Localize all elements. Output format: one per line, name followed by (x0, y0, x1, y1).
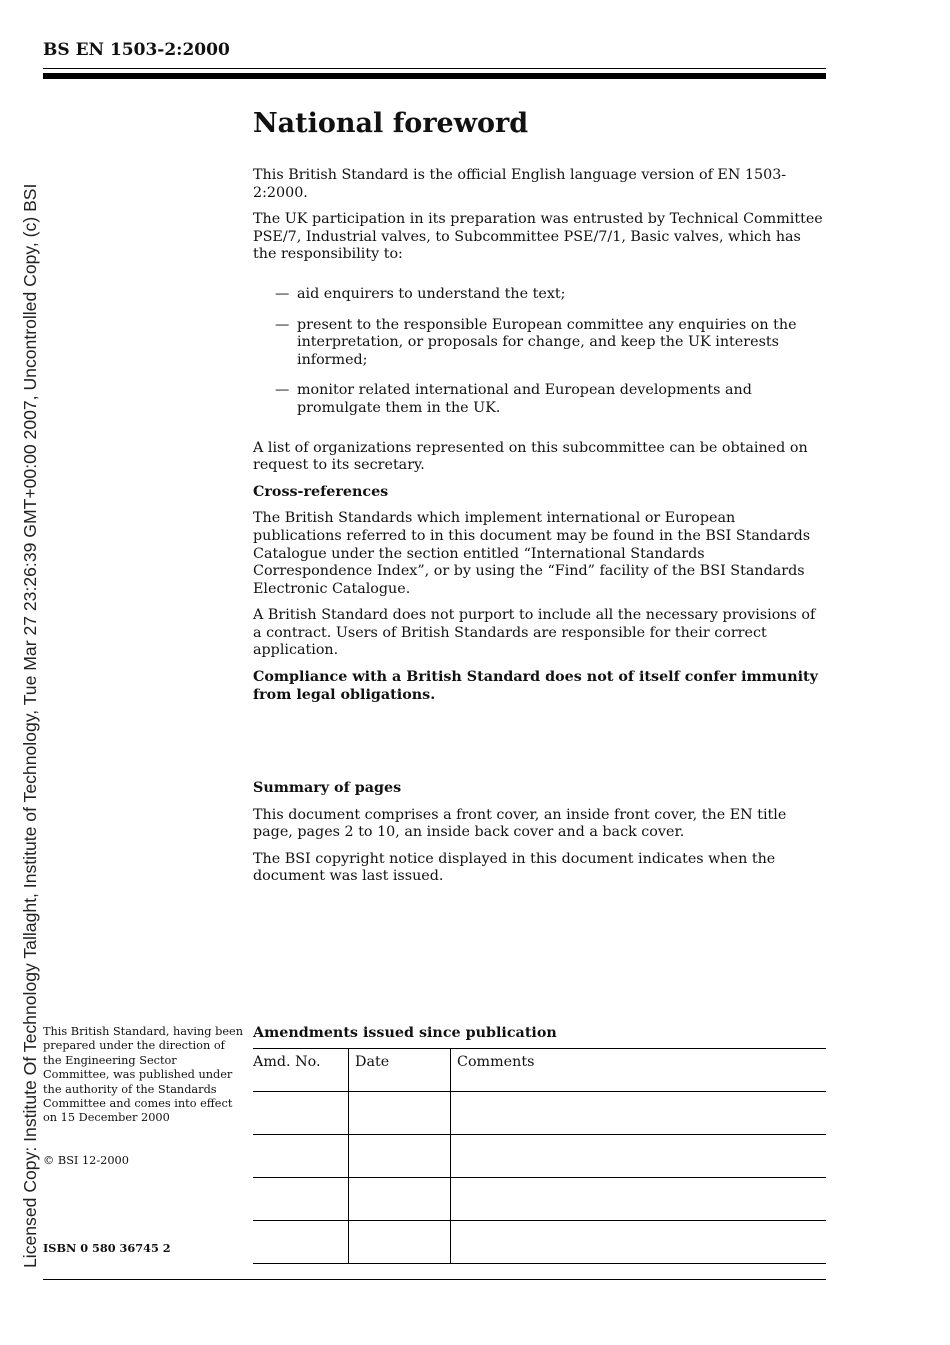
table-cell (253, 1178, 349, 1221)
national-foreword (253, 108, 826, 713)
table-cell (451, 1178, 827, 1221)
header-rule-thin (43, 68, 826, 69)
copyright-line: © BSI 12-2000 (43, 1154, 129, 1167)
header-rule-thick (43, 73, 826, 79)
page-title: National foreword (253, 108, 529, 139)
participation-paragraph: The UK participation in its preparation was entrusted by Technical Committee PSE/7, Industrial valves, to Subcommittee PSE/7/1, Basic valves, which has the responsibility to: (253, 211, 823, 263)
organizations-paragraph: A list of organizations represented on this subcommittee can be obtained on request to its secretary. (253, 439, 808, 474)
summary-heading: Summary of pages (253, 780, 402, 796)
license-watermark: Licensed Copy: Institute Of Technology Tallaght, Institute of Technology, Tue Mar 27 23:26:39 GMT+00:00 2007, Uncontrolled Copy, (c) BSI (20, 183, 40, 1268)
table-cell (253, 1221, 349, 1264)
summary-of-pages (253, 780, 826, 895)
table-cell (349, 1178, 451, 1221)
table-row (253, 1178, 826, 1221)
amendments-table (253, 1048, 826, 1264)
document-id: BS EN 1503-2:2000 (43, 40, 230, 60)
publication-note: This British Standard, having been prepared under the direction of the Engineering Sector Committee, was published under the authority of the Standards Committee and comes into effect on 15 December 2000 (43, 1025, 243, 1125)
table-row (253, 1221, 826, 1264)
column-header-amd-no: Amd. No. (253, 1049, 349, 1092)
table-cell (349, 1135, 451, 1178)
responsibility-list (253, 286, 826, 418)
table-cell (349, 1221, 451, 1264)
table-cell (451, 1092, 827, 1135)
table-cell (253, 1092, 349, 1135)
table-cell (253, 1135, 349, 1178)
table-cell (349, 1092, 451, 1135)
table-row (253, 1135, 826, 1178)
cross-references-paragraph: The British Standards which implement international or European publications referred to in this document may be found in the BSI Standards Catalogue under the section entitled “International Standards Correspondence Index”, or by using the “Find” facility of the BSI Standards Electronic Catalogue. (253, 510, 811, 597)
footer-rule (43, 1279, 826, 1280)
list-item: — aid enquirers to understand the text; (253, 286, 826, 304)
list-item: — monitor related international and European developments and promulgate them in the UK. (253, 382, 826, 417)
cross-references-heading: Cross-references (253, 483, 389, 500)
pages-paragraph: This document comprises a front cover, an inside front cover, the EN title page, pages 2 to 10, an inside back cover and a back cover. (253, 806, 787, 841)
table-header-row (253, 1049, 826, 1092)
column-header-comments: Comments (451, 1049, 827, 1092)
intro-paragraph: This British Standard is the official English language version of EN 1503-2:2000. (253, 167, 787, 201)
table-cell (451, 1221, 827, 1264)
compliance-statement: Compliance with a British Standard does not of itself confer immunity from legal obligations. (253, 669, 818, 703)
amendments-title: Amendments issued since publication (253, 1025, 557, 1041)
table-row (253, 1092, 826, 1135)
copyright-notice-paragraph: The BSI copyright notice displayed in this document indicates when the document was last issued. (253, 850, 776, 885)
contract-paragraph: A British Standard does not purport to include all the necessary provisions of a contract. Users of British Standards are responsible for their correct application. (253, 607, 816, 659)
column-header-date: Date (349, 1049, 451, 1092)
list-item: — present to the responsible European committee any enquiries on the interpretation, or proposals for change, and keep the UK interests informed; (253, 317, 826, 370)
table-cell (451, 1135, 827, 1178)
isbn: ISBN 0 580 36745 2 (43, 1241, 171, 1255)
